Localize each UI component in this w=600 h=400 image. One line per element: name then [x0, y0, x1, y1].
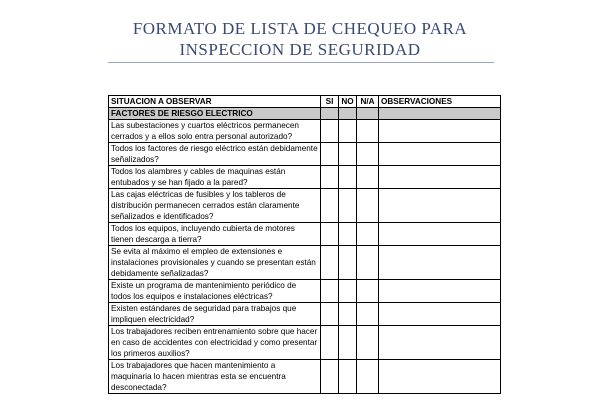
na-checkbox-cell[interactable] [357, 280, 379, 303]
situation-cell: Existe un programa de mantenimiento periódico de todos los equipos e instalaciones eléctricas? [109, 280, 321, 303]
table-row [109, 280, 501, 303]
observations-cell[interactable] [379, 326, 501, 360]
table-row [109, 360, 501, 394]
yes-checkbox-cell[interactable] [321, 189, 339, 223]
observations-cell[interactable] [379, 166, 501, 189]
yes-checkbox-cell[interactable] [321, 120, 339, 143]
header-situation: SITUACION A OBSERVAR [109, 96, 321, 108]
document-title [0, 18, 600, 60]
na-checkbox-cell[interactable] [357, 360, 379, 394]
na-checkbox-cell[interactable] [357, 189, 379, 223]
section-cell [321, 108, 339, 120]
no-checkbox-cell[interactable] [339, 223, 357, 246]
yes-checkbox-cell[interactable] [321, 246, 339, 280]
header-row [109, 96, 501, 108]
situation-cell: Existen estándares de seguridad para trabajos que impliquen electricidad? [109, 303, 321, 326]
header-observations: OBSERVACIONES [379, 96, 501, 108]
yes-checkbox-cell[interactable] [321, 223, 339, 246]
situation-cell: Todos los factores de riesgo eléctrico están debidamente señalizados? [109, 143, 321, 166]
table-row [109, 326, 501, 360]
section-row [109, 108, 501, 120]
yes-checkbox-cell[interactable] [321, 280, 339, 303]
na-checkbox-cell[interactable] [357, 143, 379, 166]
observations-cell[interactable] [379, 280, 501, 303]
yes-checkbox-cell[interactable] [321, 326, 339, 360]
na-checkbox-cell[interactable] [357, 303, 379, 326]
section-cell [379, 108, 501, 120]
no-checkbox-cell[interactable] [339, 326, 357, 360]
section-title: FACTORES DE RIESGO ELECTRICO [109, 108, 321, 120]
situation-cell: Las subestaciones y cuartos eléctricos permanecen cerrados y a ellos solo entra personal autorizado? [109, 120, 321, 143]
observations-cell[interactable] [379, 303, 501, 326]
table-row [109, 189, 501, 223]
header-yes: SI [321, 96, 339, 108]
yes-checkbox-cell[interactable] [321, 143, 339, 166]
observations-cell[interactable] [379, 143, 501, 166]
section-cell [357, 108, 379, 120]
section-cell [339, 108, 357, 120]
document-title-line-2: INSPECCION DE SEGURIDAD [179, 40, 421, 59]
situation-cell: Las cajas eléctricas de fusibles y los tableros de distribución permanecen cerrados están claramente señalizados e identificados? [109, 189, 321, 223]
yes-checkbox-cell[interactable] [321, 166, 339, 189]
table-row [109, 166, 501, 189]
observations-cell[interactable] [379, 246, 501, 280]
document-title-line-1: FORMATO DE LISTA DE CHEQUEO PARA [132, 19, 468, 38]
situation-cell: Todos los alambres y cables de maquinas están entubados y se han fijado a la pared? [109, 166, 321, 189]
yes-checkbox-cell[interactable] [321, 360, 339, 394]
checklist-table [108, 95, 501, 394]
na-checkbox-cell[interactable] [357, 246, 379, 280]
observations-cell[interactable] [379, 223, 501, 246]
table-row [109, 223, 501, 246]
na-checkbox-cell[interactable] [357, 120, 379, 143]
observations-cell[interactable] [379, 120, 501, 143]
table-row [109, 120, 501, 143]
title-divider [108, 62, 494, 63]
no-checkbox-cell[interactable] [339, 303, 357, 326]
table-row [109, 143, 501, 166]
no-checkbox-cell[interactable] [339, 246, 357, 280]
no-checkbox-cell[interactable] [339, 120, 357, 143]
situation-cell: Los trabajadores reciben entrenamiento sobre que hacer en caso de accidentes con electricidad y como presentar los primeros auxilios? [109, 326, 321, 360]
no-checkbox-cell[interactable] [339, 143, 357, 166]
header-no: NO [339, 96, 357, 108]
header-na: N/A [357, 96, 379, 108]
situation-cell: Todos los equipos, incluyendo cubierta de motores tienen descarga a tierra? [109, 223, 321, 246]
table-row [109, 303, 501, 326]
na-checkbox-cell[interactable] [357, 166, 379, 189]
situation-cell: Se evita al máximo el empleo de extensiones e instalaciones provisionales y cuando se presentan están debidamente señalizadas? [109, 246, 321, 280]
no-checkbox-cell[interactable] [339, 360, 357, 394]
yes-checkbox-cell[interactable] [321, 303, 339, 326]
na-checkbox-cell[interactable] [357, 326, 379, 360]
table-row [109, 246, 501, 280]
observations-cell[interactable] [379, 189, 501, 223]
observations-cell[interactable] [379, 360, 501, 394]
na-checkbox-cell[interactable] [357, 223, 379, 246]
no-checkbox-cell[interactable] [339, 280, 357, 303]
situation-cell: Los trabajadores que hacen mantenimiento a maquinaria lo hacen mientras esta se encuentra desconectada? [109, 360, 321, 394]
no-checkbox-cell[interactable] [339, 166, 357, 189]
no-checkbox-cell[interactable] [339, 189, 357, 223]
